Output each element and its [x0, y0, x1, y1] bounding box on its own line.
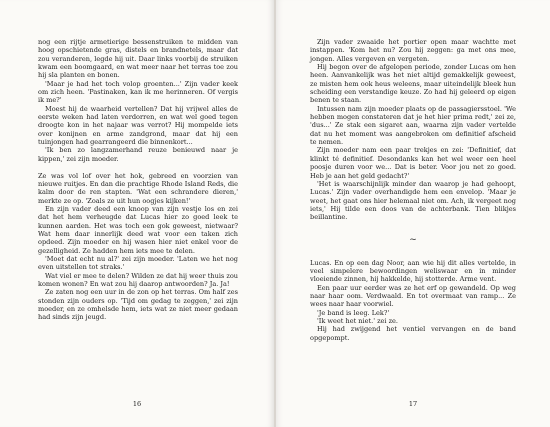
left-page — [0, 0, 274, 427]
paragraph: 'Ik weet het niet.' zei ze. — [317, 316, 398, 325]
paragraph: Intussen nam zijn moeder plaats op de passagiersstoel. 'We hebben mogen constateren dat je het hier prima redt,' zei ze, 'dus...' Ze stak een sigaret aan, waarna zijn vader vertelde dat nu het moment was aangebroken om definitief afscheid te nemen. — [310, 104, 516, 147]
right-page-text — [310, 38, 516, 342]
paragraph: Moest hij de waarheid vertellen? Dat hij vrijwel alles de eerste weken had laten verdorren, en wat wel goed tegen droogte kon in het najaar was verrot? Hij mompelde iets over konijnen en arme zandgrond, maar dat hij een tuinjongen had gearrangeerd die binnenkort... — [38, 104, 238, 147]
paragraph: 'Ik ben zo langzamerhand reuze benieuwd naar je kippen,' zei zijn moeder. — [38, 146, 238, 163]
left-page-text — [38, 38, 238, 322]
right-page-number: 17 — [408, 400, 418, 408]
paragraph: nog een rijtje armetierige bessenstruiken te midden van hoog opschietende gras, distels en brandnetels, maar dat zou veranderen, legde hij uit. Daar links voorbij de struiken kwam een boomgaard, en wat meer naar het terras toe zou hij sla planten en bonen. — [38, 38, 238, 80]
paragraph: Zijn vader zwaaide het portier open maar wachtte met instappen. 'Kom het nu? Zou hij zeggen: ga met ons mee, jongen. Alles vergeven en vergeten. — [310, 38, 516, 63]
paragraph: Hij begon over de afgelopen periode, zonder Lucas om hen heen. Aanvankelijk was het niet altijd gemakkelijk geweest, ze misten hem ook heus weleens, maar uiteindelijk bleek hun scheiding een verstandige keuze. Zo had hij geleerd op eigen benen te staan. — [310, 63, 516, 105]
right-page — [276, 0, 550, 427]
paragraph: Wat viel er mee te delen? Wilden ze dat hij weer thuis zou komen wonen? En wat zou hij daarop antwoorden? Ja. Ja! — [38, 271, 238, 288]
paragraph: Zijn moeder nam een paar trekjes en zei: 'Definitief, dat klinkt té definitief. Desondanks kan het wel weer een heel poosje duren voor we... Dat is beter. Voor jou net zo goed. Heb je aan het geld gedacht?' — [310, 146, 516, 180]
paragraph: 'Het is waarschijnlijk minder dan waarop je had gehoopt, Lucas.' Zijn vader overhandigde hem een envelop. 'Maar je weet, het gaat ons hier helemaal niet om. Ach, ik vergeet nog iets,' Hij tilde een doos van de achterbank. Tien blikjes beillantine. — [310, 179, 516, 222]
paragraph: 'Moet dat echt nu al?' zei zijn moeder. 'Laten we het nog even uitstellen tot straks.' — [38, 254, 238, 272]
paragraph: En zijn vader deed een knoop van zijn vestje los en zei dat het hem verheugde dat Lucas hier zo goed leek te kunnen aarden. Het was toch een gok geweest, nietwaar? Wat hem daar innerlijk deed wat voor een taken zich opdeed. Zijn moeder en hij wasen hier niet enkel voor de gezelligheid. Ze hadden hem iets mee te delen. — [38, 204, 238, 255]
section-ornament: ~ — [409, 234, 417, 245]
left-page-number: 16 — [132, 400, 142, 408]
paragraph: 'Je band is leeg. Lek?' — [317, 308, 390, 317]
paragraph: Een paar uur eerder was ze het erf op gewandeld. Op weg naar haar oom. Verdwaald. En tot overmaat van ramp... Ze wees naar haar voorwiel. — [310, 283, 516, 309]
paragraph: Ze zaten nog een uur in de zon op het terras. Om half zes stonden zijn ouders op. 'Tijd om gedag te zeggen,' zei zijn moeder, en ze omhelsde hem, iets wat ze niet meer gedaan had sinds zijn jeugd. — [38, 288, 238, 322]
paragraph: Ze was vol lof over het hok, gebreed en voorzien van nieuwe ruitjes. En dan die prachtige Rhode Island Reds, die kalm door de ren stapten. 'Wat een schrandere dieren,' merkte ze op. 'Zoals ze uit hun oogjes kijken!' — [38, 171, 238, 205]
paragraph: Hij had zwijgend het ventiel vervangen en de band opgepompt. — [310, 325, 516, 342]
paragraph: Lucas. En op een dag Noor, aan wie hij dit alles vertelde, in veel simpelere bewoordingen weliswaar en in minder vloeiende zinnen, hij hakkelde, hij stotterde. Arme vent. — [310, 258, 516, 284]
paragraph: 'Maar je had het toch volop groenten...' Zijn vader keek om zich heen. 'Pastinaken, kan ik me herinneren. Of vergis ik me?' — [38, 79, 238, 105]
